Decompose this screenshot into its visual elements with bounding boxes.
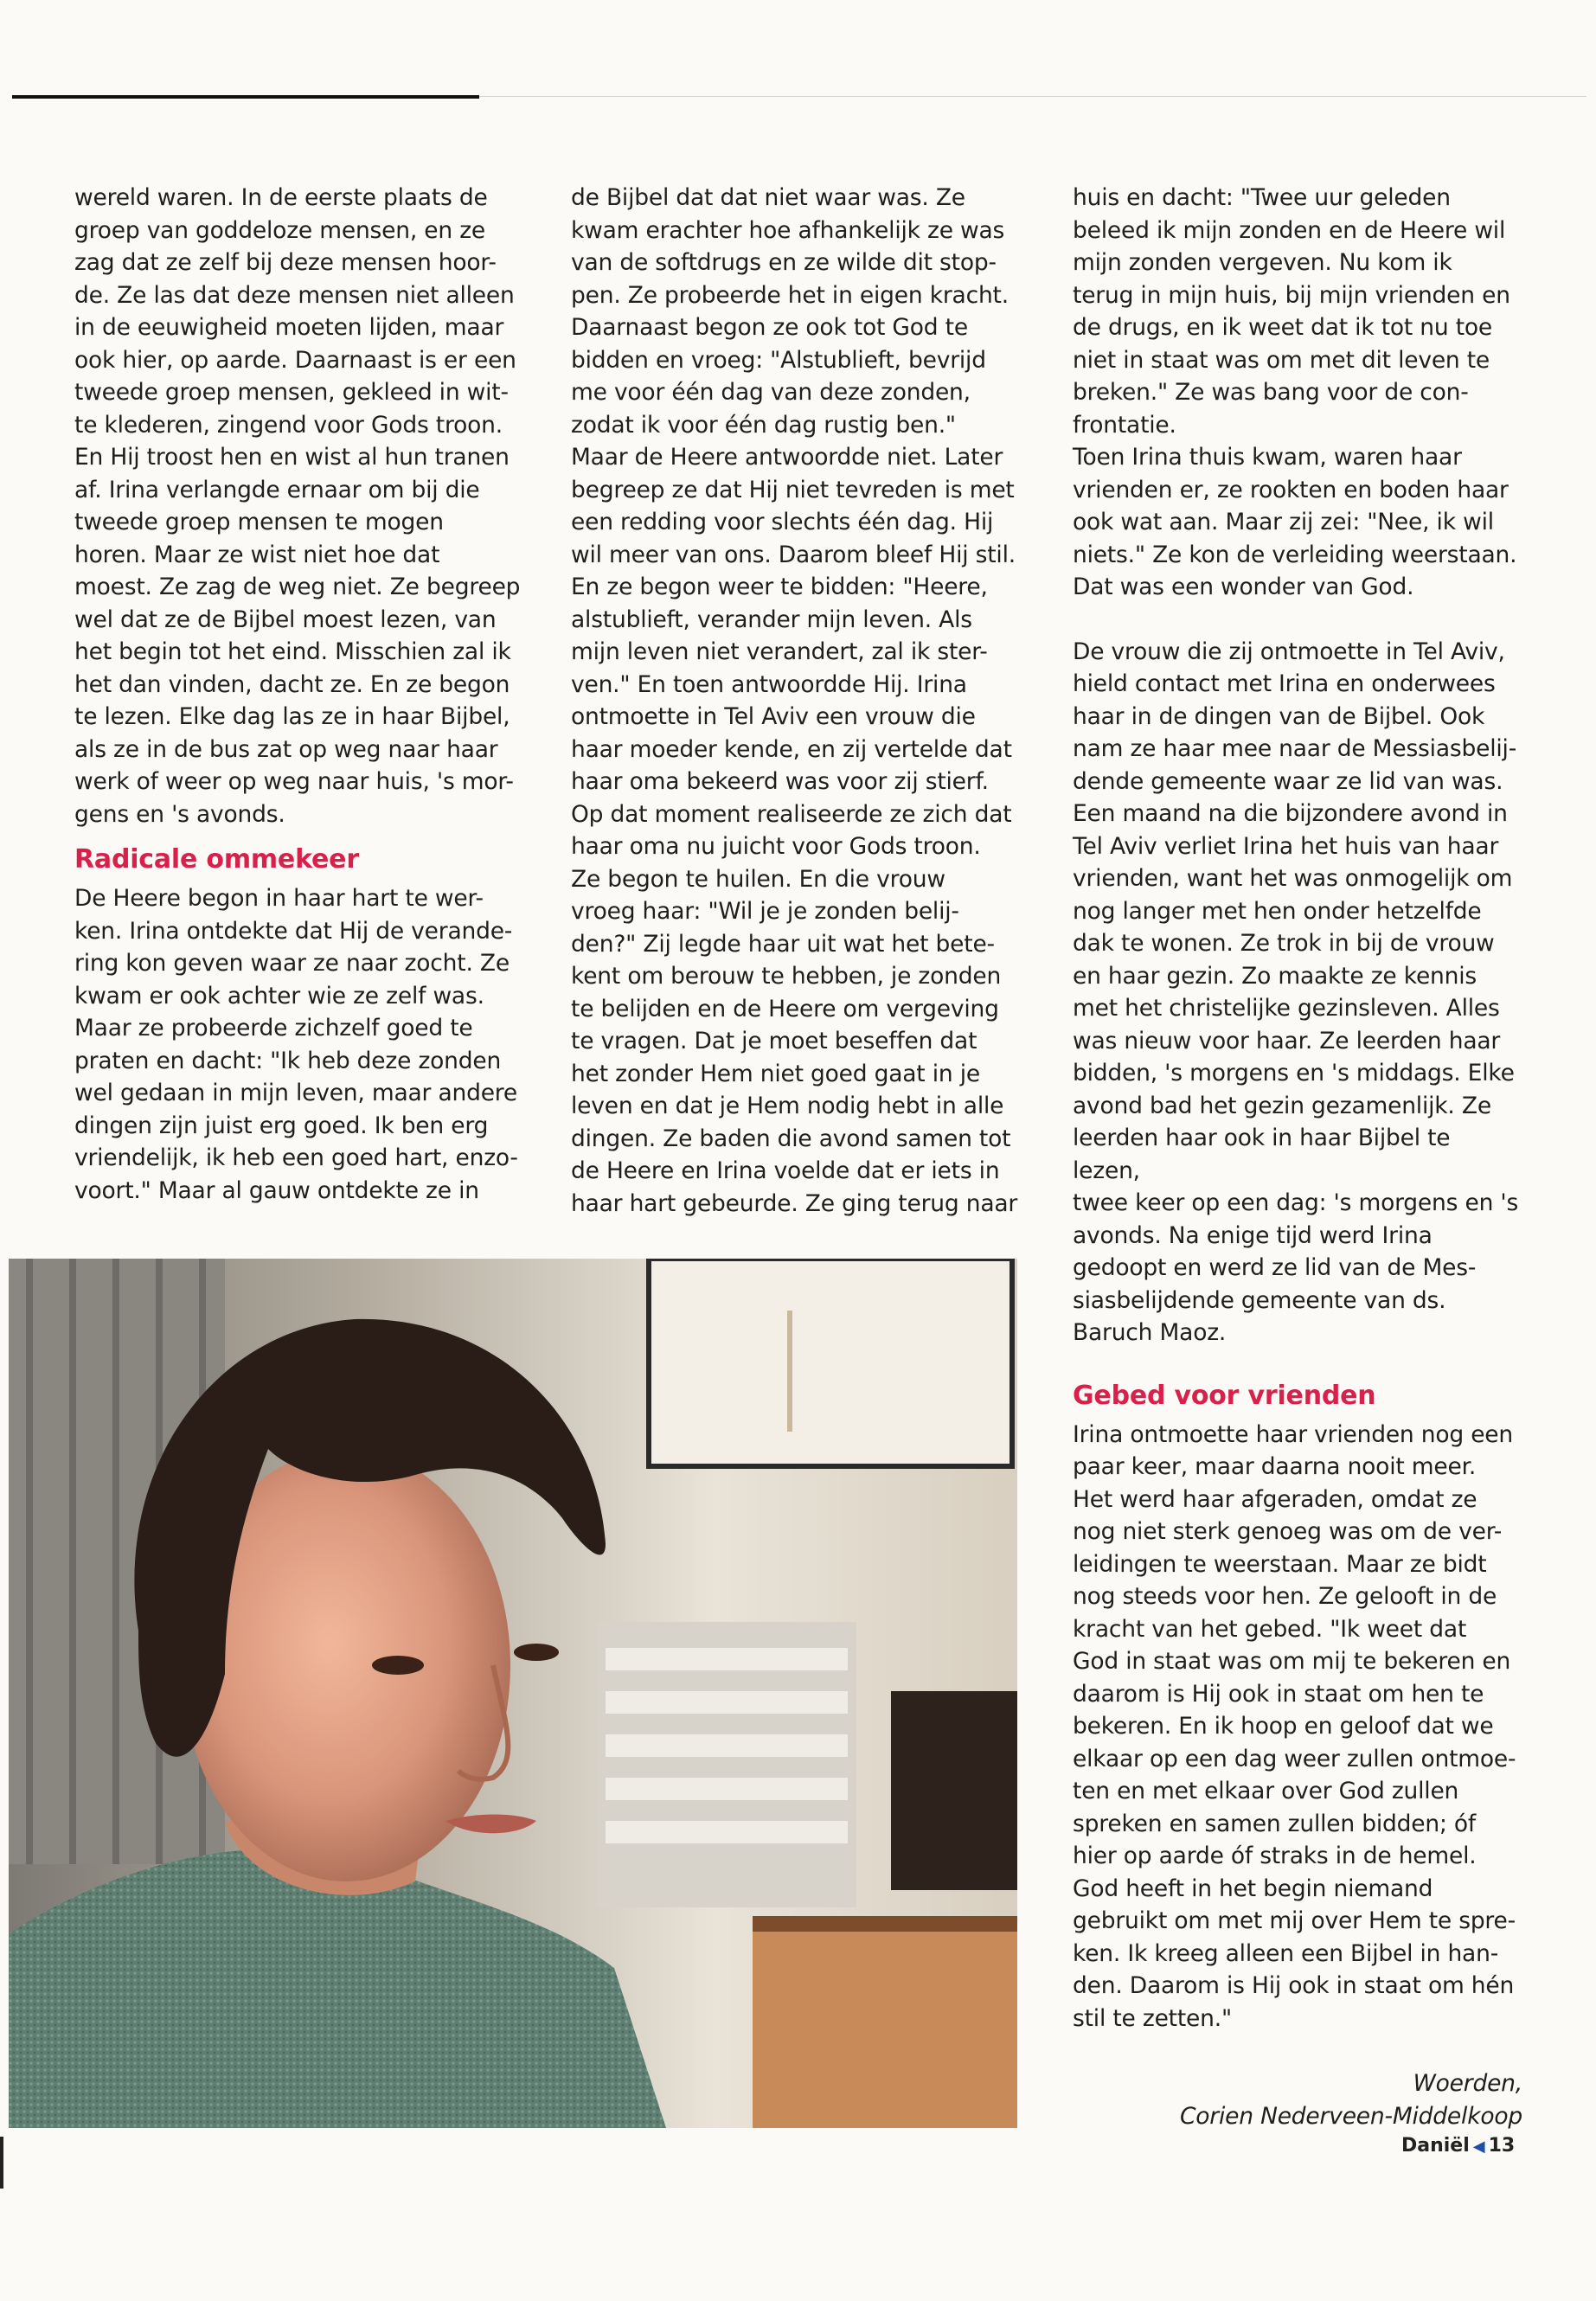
magazine-name: Daniël: [1401, 2135, 1470, 2157]
top-rule: [12, 95, 479, 99]
column3-paragraph-2: De vrouw die zij ontmoette in Tel Aviv, hield contact met Irina en onderwees haar in de dingen van de Bijbel. Ook nam ze haar mee naar de Messiasbelij- dende gemeente waar ze lid van was. Een maand na die bijzondere avond in Tel Aviv verliet Irina het huis van haar vrienden, want het was onmogelijk om nog langer met hen onder hetzelfde dak te wonen. Ze trok in bij de vrouw en haar gezin. Zo maakte ze kennis met het christelijke gezinsleven. Alles was nieuw voor haar. Ze leerden haar bidden, 's morgens en 's middags. Elke avond bad het gezin gezamenlijk. Ze leerden haar ook in haar Bijbel te lezen, twee keer op een dag: 's morgens en 's avonds. Na enige tijd werd Irina gedoopt en werd ze lid van de Mes- siasbelijdende gemeente van ds. Baruch Maoz.: [1073, 638, 1519, 1346]
article-signature: [1073, 2067, 1522, 2133]
column3-paragraph-1: huis en dacht: "Twee uur geleden beleed ik mijn zonden en de Heere wil mijn zonden vergeven. Nu kom ik terug in mijn huis, bij mijn vrienden en de drugs, en ik weet dat ik tot nu toe niet in staat was om met dit leven te breken." Ze was bang voor de con- frontatie. Toen Irina thuis kwam, waren haar vrienden er, ze rookten en boden haar ook wat aan. Maar zij zei: "Nee, ik wil niets." Ze kon de verleiding weerstaan. Dat was een wonder van God.: [1073, 184, 1517, 600]
column1-paragraph-2: De Heere begon in haar hart te wer- ken. Irina ontdekte dat Hij de verande- ring kon geven waar ze naar zocht. Ze kwam er ook achter wie ze zelf was. Maar ze probeerde zichzelf goed te praten en dacht: "Ik heb deze zonden wel gedaan in mijn leven, maar andere dingen zijn juist erg goed. Ik ben erg vriendelijk, ik heb een goed hart, enzo- voort." Maar al gauw ontdekte ze in: [74, 885, 518, 1204]
arrow-icon: ◀: [1472, 2138, 1485, 2156]
portrait-photo: [9, 1259, 1017, 2128]
signature-author: Corien Nederveen-Middelkoop: [1179, 2103, 1522, 2130]
subheading-radicale-ommekeer: Radicale ommekeer: [74, 844, 359, 875]
wall-frame: [649, 1259, 1012, 1466]
signature-place: Woerden,: [1413, 2070, 1522, 2097]
article-column-1: [74, 182, 533, 1207]
page-folio: [1401, 2135, 1515, 2157]
page-number: 13: [1488, 2135, 1516, 2157]
column1-paragraph-1: wereld waren. In de eerste plaats de groep van goddeloze mensen, en ze zag dat ze zelf bij deze mensen hoor- de. Ze las dat deze mensen niet alleen in de eeuwigheid moeten lijden, maar ook hier, op aarde. Daarnaast is er een tweede groep mensen, gekleed in wit- te klederen, zingend voor Gods troon. En Hij troost hen en wist al hun tranen af. Irina verlangde ernaar om bij die tweede groep mensen te mogen horen. Maar ze wist niet hoe dat moest. Ze zag de weg niet. Ze begreep wel dat ze de Bijbel moest lezen, van het begin tot het eind. Misschien zal ik het dan vinden, dacht ze. En ze begon te lezen. Elke dag las ze in haar Bijbel, als ze in de bus zat op weg naar haar werk of weer op weg naar huis, 's mor- gens en 's avonds.: [74, 184, 521, 828]
subheading-gebed-voor-vrienden: Gebed voor vrienden: [1073, 1380, 1376, 1411]
column2-paragraph-1: de Bijbel dat dat niet waar was. Ze kwam erachter hoe afhankelijk ze was van de softdrugs en ze wilde dit stop- pen. Ze probeerde het in eigen kracht. Daarnaast begon ze ook tot God te bidden en vroeg: "Alstublieft, bevrijd me voor één dag van deze zonden, zodat ik voor één dag rustig ben." Maar de Heere antwoordde niet. Later begreep ze dat Hij niet tevreden is met een redding voor slechts één dag. Hij wil meer van ons. Daarom bleef Hij stil. En ze begon weer te bidden: "Heere, alstublieft, verander mijn leven. Als mijn leven niet verandert, zal ik ster- ven." En toen antwoordde Hij. Irina ontmoette in Tel Aviv een vrouw die haar moeder kende, en zij vertelde dat haar oma bekeerd was voor zij stierf. Op dat moment realiseerde ze zich dat haar oma nu juicht voor Gods troon. Ze begon te huilen. En die vrouw vroeg haar: "Wil je je zonden belij- den?" Zij legde haar uit wat het bete- kent om berouw te hebben, je zonden te belijden en de Heere om vergeving te vragen. Dat je moet beseffen dat het zonder Hem niet goed gaat in je leven en dat je Hem nodig hebt in alle dingen. Ze baden die avond samen tot de Heere en Irina voelde dat er iets in haar hart gebeurde. Ze ging terug naar: [571, 184, 1018, 1217]
page-edge-mark: [0, 2137, 3, 2189]
column3-paragraph-3: Irina ontmoette haar vrienden nog een paar keer, maar daarna nooit meer. Het werd haar afgeraden, omdat ze nog niet sterk genoeg was om de ver- leidingen te weerstaan. Maar ze bidt nog steeds voor hen. Ze gelooft in de kracht van het gebed. "Ik weet dat God in staat was om mij te bekeren en daarom is Hij ook in staat om hen te bekeren. En ik hoop en geloof dat we elkaar op een dag weer zullen ontmoe- ten en met elkaar over God zullen spreken en samen zullen bidden; óf hier op aarde óf straks in de hemel. God heeft in het begin niemand gebruikt om met mij over Hem te spre- ken. Ik kreeg alleen een Bijbel in han- den. Daarom is Hij ook in staat om hén stil te zetten.": [1073, 1420, 1516, 2032]
article-column-3: [1073, 182, 1522, 2133]
top-rule-faint: [479, 96, 1586, 97]
article-column-2: [571, 182, 1029, 1220]
